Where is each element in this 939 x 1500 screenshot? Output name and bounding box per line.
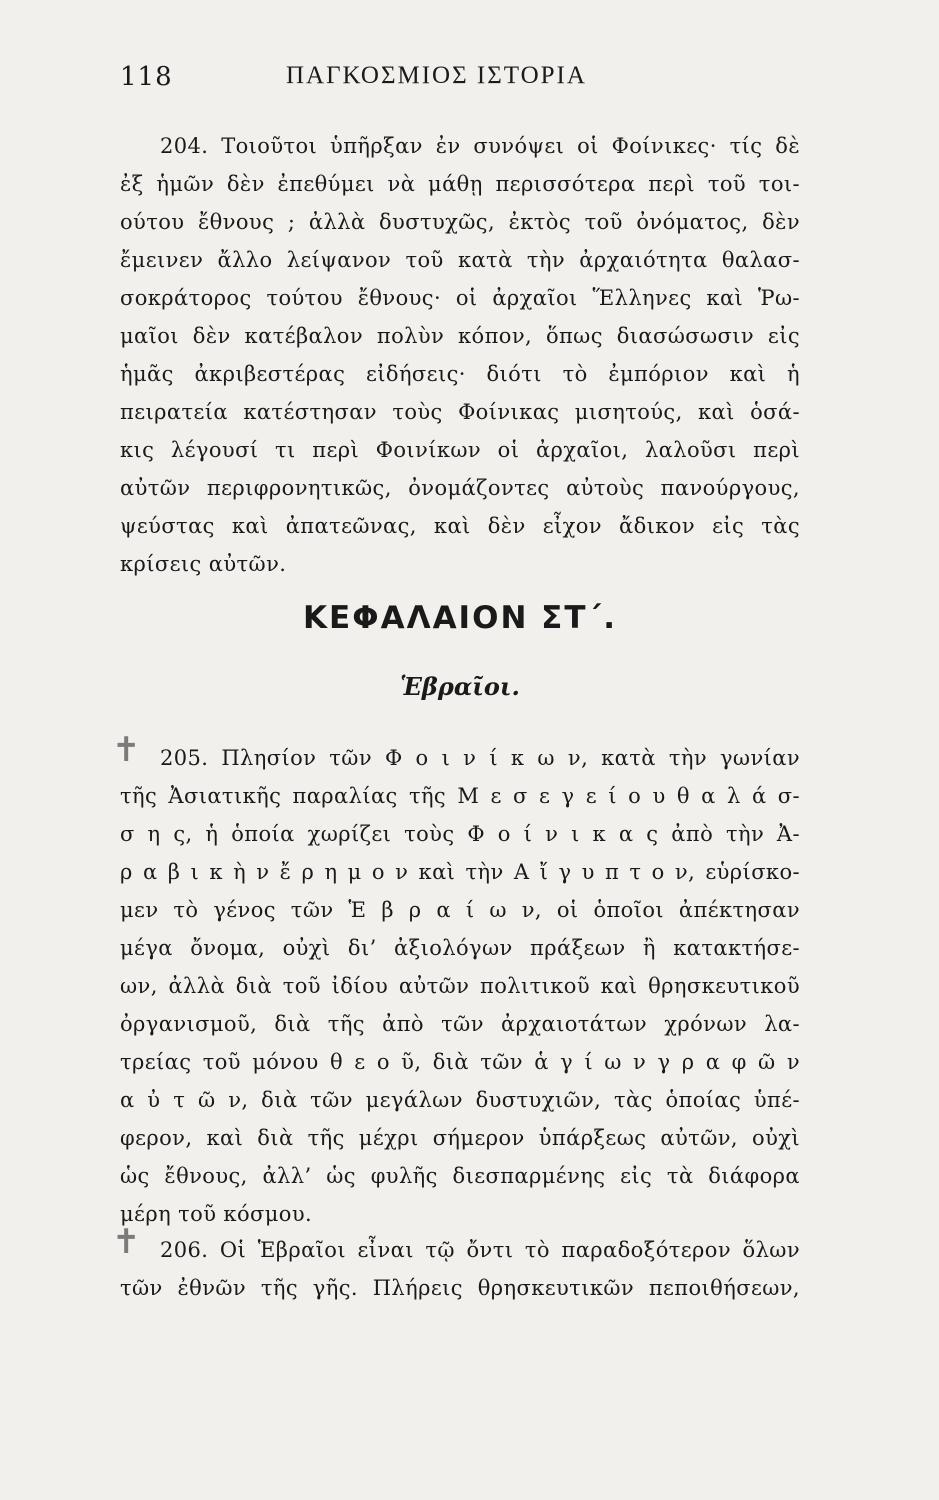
text-line: μέρη τοῦ κόσμου. bbox=[120, 1202, 313, 1226]
chapter-subtitle: Ἑβραῖοι. bbox=[400, 672, 520, 701]
text-line: ων, ἀλλὰ διὰ τοῦ ἰδίου αὐτῶν πολιτικοῦ καὶ θρησκευτικοῦ bbox=[120, 974, 800, 998]
text-line: ούτου ἔθνους ; ἀλλὰ δυστυχῶς, ἐκτὸς τοῦ ὀνόματος, δὲν bbox=[120, 210, 800, 234]
text-line: μέγα ὄνομα, οὐχὶ δι’ ἀξιολόγων πράξεων ἢ κατακτήσε- bbox=[120, 936, 800, 960]
text-line: 204. Τοιοῦτοι ὑπῆρξαν ἐν συνόψει οἱ Φοίνικες· τίς δὲ bbox=[160, 134, 800, 158]
text-line: ὀργανισμοῦ, διὰ τῆς ἀπὸ τῶν ἀρχαιοτάτων χρόνων λα- bbox=[120, 1012, 800, 1036]
text-line: ρ α β ι κ ὴ ν ἔ ρ η μ ο ν καὶ τὴν Α ἴ γ υ π τ ο ν, εὑρίσκο- bbox=[120, 860, 800, 884]
text-line: κρίσεις αὐτῶν. bbox=[120, 552, 287, 576]
text-line: 206. Οἱ Ἑβραῖοι εἶναι τῷ ὄντι τὸ παραδοξότερον ὅλων bbox=[160, 1238, 800, 1262]
page-number: 118 bbox=[120, 62, 173, 92]
chapter-heading: ΚΕΦΑΛΑΙΟΝ ΣΤ΄. bbox=[303, 600, 617, 636]
text-line: κις λέγουσί τι περὶ Φοινίκων οἱ ἀρχαῖοι, λαλοῦσι περὶ bbox=[120, 438, 800, 462]
text-line: τῆς Ἀσιατικῆς παραλίας τῆς Μ ε σ ε γ ε ί ο υ θ α λ ά σ- bbox=[120, 784, 800, 808]
pencil-cross-icon: ✝ bbox=[112, 1222, 141, 1262]
text-line: μεν τὸ γένος τῶν Ἑ β ρ α ί ω ν, οἱ ὁποῖοι ἀπέκτησαν bbox=[120, 898, 800, 922]
text-line: σοκράτορος τούτου ἔθνους· οἱ ἀρχαῖοι Ἕλληνες καὶ Ῥω- bbox=[120, 286, 800, 310]
text-line: πειρατεία κατέστησαν τοὺς Φοίνικας μισητούς, καὶ ὁσά- bbox=[120, 400, 800, 424]
text-line: σ η ς, ἡ ὁποία χωρίζει τοὺς Φ ο ί ν ι κ α ς ἀπὸ τὴν Ἀ- bbox=[120, 822, 800, 846]
text-line: ἔμεινεν ἄλλο λείψανον τοῦ κατὰ τὴν ἀρχαιότητα θαλασ- bbox=[120, 248, 800, 272]
text-line: ψεύστας καὶ ἀπατεῶνας, καὶ δὲν εἶχον ἄδικον εἰς τὰς bbox=[120, 514, 800, 538]
text-line: φερον, καὶ διὰ τῆς μέχρι σήμερον ὑπάρξεως αὐτῶν, οὐχὶ bbox=[120, 1126, 800, 1150]
text-line: τῶν ἐθνῶν τῆς γῆς. Πλήρεις θρησκευτικῶν πεποιθήσεων, bbox=[120, 1276, 800, 1300]
running-title: ΠΑΓΚΟΣΜΙΟΣ ΙΣΤΟΡΙΑ bbox=[286, 62, 587, 89]
text-line: αὐτῶν περιφρονητικῶς, ὀνομάζοντες αὐτοὺς πανούργους, bbox=[120, 476, 800, 500]
text-line: τρείας τοῦ μόνου θ ε ο ῦ, διὰ τῶν ἁ γ ί ω ν γ ρ α φ ῶ ν bbox=[120, 1050, 800, 1074]
text-line: α ὐ τ ῶ ν, διὰ τῶν μεγάλων δυστυχιῶν, τὰς ὁποίας ὑπέ- bbox=[120, 1088, 800, 1112]
page-header bbox=[120, 62, 820, 102]
text-line: ἐξ ἡμῶν δὲν ἐπεθύμει νὰ μάθῃ περισσότερα περὶ τοῦ τοι- bbox=[120, 172, 800, 196]
text-line: ἡμᾶς ἀκριβεστέρας εἰδήσεις· διότι τὸ ἐμπόριον καὶ ἡ bbox=[120, 362, 800, 386]
text-line: 205. Πλησίον τῶν Φ ο ι ν ί κ ω ν, κατὰ τὴν γωνίαν bbox=[160, 746, 800, 770]
pencil-cross-icon: ✝ bbox=[112, 730, 141, 770]
text-line: μαῖοι δὲν κατέβαλον πολὺν κόπον, ὅπως διασώσωσιν εἰς bbox=[120, 324, 800, 348]
text-line: ὡς ἔθνους, ἀλλ’ ὡς φυλῆς διεσπαρμένης εἰς τὰ διάφορα bbox=[120, 1164, 800, 1188]
